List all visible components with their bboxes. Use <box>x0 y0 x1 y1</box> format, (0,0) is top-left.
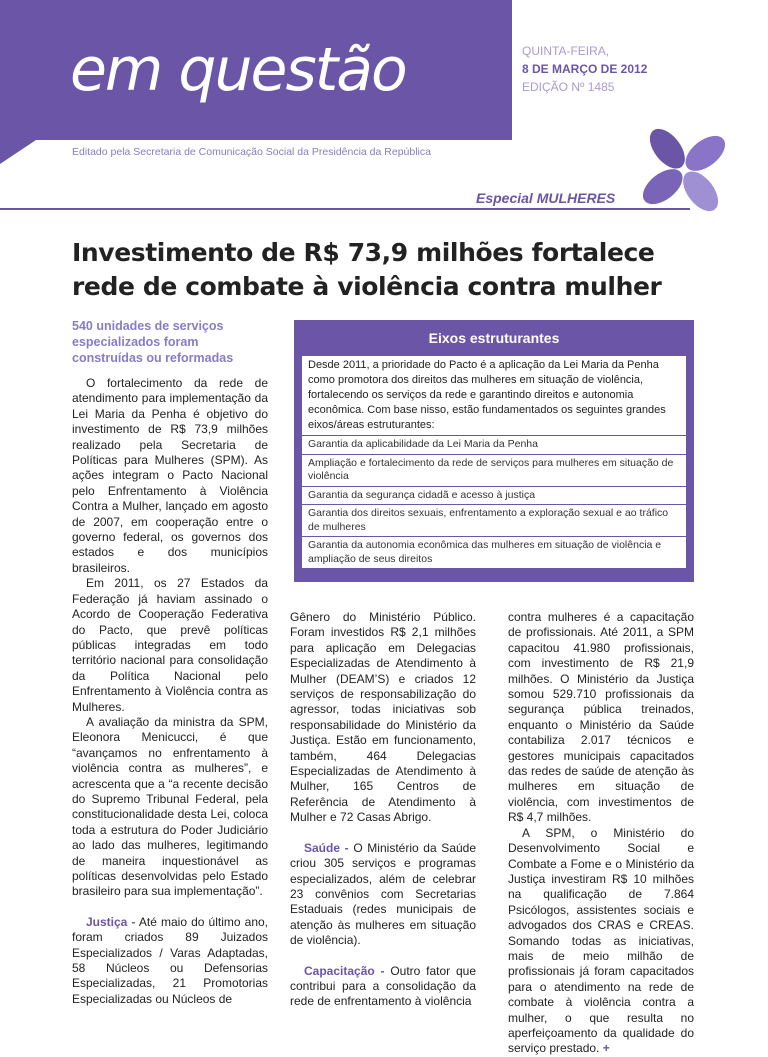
box-item: Garantia da aplicabilidade da Lei Maria da Penha <box>302 436 686 454</box>
end-mark-icon: + <box>599 1041 610 1056</box>
section-lead-justica: Justiça - <box>86 914 136 929</box>
masthead-banner <box>0 0 512 140</box>
paragraph <box>290 964 476 1010</box>
paragraph: Em 2011, os 27 Estados da Federação já haviam assinado o Acordo de Cooperação Federativa do Pacto, que prevê políticas públicas integradas em todo território nacional para consolidação da Política Nacional pelo Enfrentamento à Violência contra as Mulheres. <box>72 576 268 714</box>
weekday: QUINTA-FEIRA, <box>522 44 610 58</box>
special-section-tag: Especial MULHERES <box>476 190 616 206</box>
paragraph-text: A SPM, o Ministério do Desenvolvimento Social e Combate a Fome e o Ministério da Justiça investiram R$ 10 milhões na qualificação de 7.864 Psicólogos, assistentes sociais e advogados dos CRAS e CREAS. Somando todas as iniciativas, mais de meio milhão de profissionais já foram capacitados para o atendimento na rede de combate à violência contra a mulher, o que resulta no aperfeiçoamento da qualidade do serviço prestado. <box>508 825 694 1056</box>
edition-number: EDIÇÃO Nº 1485 <box>522 80 615 94</box>
paragraph-justica <box>72 915 268 1007</box>
box-title: Eixos estruturantes <box>428 330 560 346</box>
paragraph <box>290 841 476 949</box>
header-rule <box>0 208 690 210</box>
section-lead: Saúde - <box>304 840 349 855</box>
paragraph-text: Até maio do último ano, foram criados 89 Juizados Especializados / Varas Adaptadas, 58 Núcleos ou Defensorias Especializadas, 21 Promotorias Especializadas ou Núcleos de <box>72 914 268 1006</box>
article-column-3 <box>508 610 694 1057</box>
paragraph: O fortalecimento da rede de atendimento para implementação da Lei Maria da Penha é objetivo do investimento de R$ 73,9 milhões realizado pela Secretaria de Políticas para Mulheres (SPM). As ações integram o Pacto Nacional pelo Enfrentamento à Violência Contra a Mulher, lançado em agosto de 2007, em cooperação entre o governo federal, os governos dos estados e dos municípios brasileiros. <box>72 376 268 575</box>
article-column-2 <box>290 610 476 1010</box>
section-lead: Capacitação - <box>304 963 385 978</box>
box-item: Garantia da autonomia econômica das mulheres em situação de violência e ampliação de seus direitos <box>302 537 686 568</box>
paragraph <box>508 826 694 1057</box>
dateline <box>522 42 647 96</box>
editor-credit: Editado pela Secretaria de Comunicação Social da Presidência da República <box>72 146 431 158</box>
box-item: Ampliação e fortalecimento da rede de serviços para mulheres em situação de violência <box>302 455 686 486</box>
paragraph-text: O Ministério da Saúde criou 305 serviços e programas especializados, além de celebrar 23 convênios com Secretarias Estaduais (redes municipais de atenção às mulheres em situação de violência). <box>290 840 477 948</box>
box-item: Garantia da segurança cidadã e acesso à justiça <box>302 487 686 505</box>
paragraph: A avaliação da ministra da SPM, Eleonora Menicucci, é que “avançamos no enfrentamento à violência contra as mulheres”, e acrescenta que a “a recente decisão do Supremo Tribunal Federal, pela constitucionalidade desta Lei, coloca toda a estrutura do Poder Judiciário ao lado das mulheres, legitimando de maneira inquestionável as políticas desenvolvidas pelo Estado brasileiro para sua implementação”. <box>72 714 268 899</box>
paragraph-continued: Gênero do Ministério Público. Foram investidos R$ 2,1 milhões para aplicação em Delegacias Especializadas de Atendimento à Mulher (DEAM’S) e criados 12 serviços de responsabilização do agressor, todas iniciativas sob responsabilidade do Ministério da Justiça. Estão em funcionamento, também, 464 Delegacias Especializadas de Atendimento à Mulher, 165 Centros de Referência de Atendimento à Mulher e 72 Casas Abrigo. <box>290 610 476 825</box>
paragraph-text: Outro fator que contribui para a consolidação da rede de enfrentamento à violência <box>290 963 477 1009</box>
headline-line-1: Investimento de R$ 73,9 milhões fortalece <box>72 238 655 267</box>
article-column-1 <box>72 376 268 1007</box>
paragraph-continued: contra mulheres é a capacitação de profissionais. Até 2011, a SPM capacitou 41.980 profissionais, com investimento de R$ 21,9 milhões. O Ministério da Justiça somou 529.710 profissionais da segurança pública treinados, enquanto o Ministério da Saúde contabiliza 2.017 técnicos e gestores municipais capacitados das redes de saúde de atenção às mulheres em situação de violência, com investimentos de R$ 4,7 milhões. <box>508 610 694 825</box>
box-intro: Desde 2011, a prioridade do Pacto é a aplicação da Lei Maria da Penha como promotora dos direitos das mulheres em situação de violência, fortalecendo os serviços da rede e garantindo direitos e autonomia econômica. Com base nisso, estão fundamentados os seguintes grandes eixos/áreas estruturantes: <box>302 356 686 435</box>
box-items <box>302 436 686 568</box>
issue-date: 8 DE MARÇO DE 2012 <box>522 62 648 76</box>
structural-axes-box <box>294 320 694 582</box>
masthead-fold <box>0 140 36 164</box>
subheadline: 540 unidades de serviços especializados foram construídas ou reformadas <box>72 319 234 365</box>
cross-logo-icon <box>634 120 734 220</box>
headline <box>72 236 752 304</box>
box-item: Garantia dos direitos sexuais, enfrentamento a exploração sexual e ao tráfico de mulheres <box>302 505 686 536</box>
masthead-title: em questão <box>70 35 406 105</box>
headline-line-2: rede de combate à violência contra mulher <box>72 272 662 301</box>
